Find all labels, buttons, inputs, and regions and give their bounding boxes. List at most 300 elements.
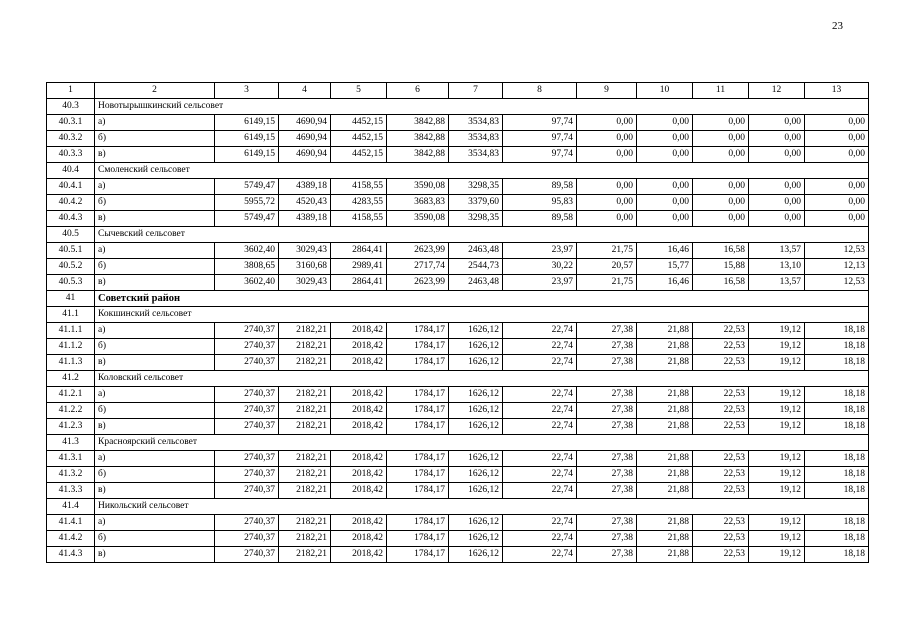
value-cell: 3029,43 — [279, 243, 331, 259]
value-cell: 19,12 — [749, 355, 805, 371]
value-cell: 30,22 — [503, 259, 577, 275]
row-code: 41.2.2 — [47, 403, 95, 419]
value-cell: 4283,55 — [331, 195, 387, 211]
value-cell: 21,88 — [637, 387, 693, 403]
value-cell: 0,00 — [577, 211, 637, 227]
header-cell: 1 — [47, 83, 95, 99]
value-cell: 4389,18 — [279, 179, 331, 195]
value-cell: 2740,37 — [215, 483, 279, 499]
value-cell: 0,00 — [577, 115, 637, 131]
section-name: Новотырышкинский сельсовет — [95, 99, 869, 115]
value-cell: 1784,17 — [387, 323, 449, 339]
value-cell: 2989,41 — [331, 259, 387, 275]
district-code: 41 — [47, 291, 95, 307]
value-cell: 5955,72 — [215, 195, 279, 211]
value-cell: 22,74 — [503, 403, 577, 419]
value-cell: 2182,21 — [279, 419, 331, 435]
tariff-table — [46, 82, 869, 563]
section-row — [47, 499, 869, 515]
value-cell: 22,53 — [693, 483, 749, 499]
value-cell: 3842,88 — [387, 115, 449, 131]
value-cell: 12,53 — [805, 243, 869, 259]
value-cell: 3842,88 — [387, 131, 449, 147]
value-cell: 0,00 — [805, 179, 869, 195]
value-cell: 1784,17 — [387, 403, 449, 419]
value-cell: 27,38 — [577, 387, 637, 403]
table-row — [47, 131, 869, 147]
value-cell: 18,18 — [805, 403, 869, 419]
value-cell: 18,18 — [805, 467, 869, 483]
value-cell: 89,58 — [503, 179, 577, 195]
value-cell: 22,74 — [503, 355, 577, 371]
value-cell: 0,00 — [749, 195, 805, 211]
value-cell: 21,88 — [637, 419, 693, 435]
value-cell: 22,74 — [503, 323, 577, 339]
row-code: 41.4.3 — [47, 547, 95, 563]
value-cell: 19,12 — [749, 323, 805, 339]
row-code: 41.1.1 — [47, 323, 95, 339]
section-code: 41.3 — [47, 435, 95, 451]
section-name: Никольский сельсовет — [95, 499, 869, 515]
value-cell: 27,38 — [577, 451, 637, 467]
value-cell: 2018,42 — [331, 515, 387, 531]
section-name: Смоленский сельсовет — [95, 163, 869, 179]
value-cell: 12,13 — [805, 259, 869, 275]
table-row — [47, 467, 869, 483]
value-cell: 18,18 — [805, 531, 869, 547]
value-cell: 2018,42 — [331, 483, 387, 499]
row-label: б) — [95, 403, 215, 419]
value-cell: 2740,37 — [215, 387, 279, 403]
header-cell: 4 — [279, 83, 331, 99]
value-cell: 5749,47 — [215, 211, 279, 227]
row-label: б) — [95, 531, 215, 547]
table-row — [47, 547, 869, 563]
value-cell: 18,18 — [805, 339, 869, 355]
value-cell: 0,00 — [693, 211, 749, 227]
value-cell: 22,74 — [503, 339, 577, 355]
value-cell: 19,12 — [749, 419, 805, 435]
value-cell: 4690,94 — [279, 147, 331, 163]
value-cell: 3534,83 — [449, 115, 503, 131]
value-cell: 27,38 — [577, 515, 637, 531]
value-cell: 97,74 — [503, 115, 577, 131]
value-cell: 0,00 — [805, 115, 869, 131]
value-cell: 2018,42 — [331, 531, 387, 547]
row-label: в) — [95, 147, 215, 163]
value-cell: 1784,17 — [387, 547, 449, 563]
value-cell: 0,00 — [693, 115, 749, 131]
value-cell: 4452,15 — [331, 115, 387, 131]
section-name: Сычевский сельсовет — [95, 227, 869, 243]
row-code: 41.1.2 — [47, 339, 95, 355]
value-cell: 27,38 — [577, 323, 637, 339]
value-cell: 22,53 — [693, 547, 749, 563]
value-cell: 0,00 — [805, 195, 869, 211]
value-cell: 22,53 — [693, 323, 749, 339]
row-code: 41.3.1 — [47, 451, 95, 467]
value-cell: 22,53 — [693, 387, 749, 403]
page-number: 23 — [832, 20, 843, 32]
table-row — [47, 355, 869, 371]
value-cell: 2018,42 — [331, 451, 387, 467]
value-cell: 18,18 — [805, 515, 869, 531]
row-code: 40.3.1 — [47, 115, 95, 131]
value-cell: 1784,17 — [387, 419, 449, 435]
value-cell: 18,18 — [805, 451, 869, 467]
value-cell: 2740,37 — [215, 339, 279, 355]
value-cell: 2740,37 — [215, 403, 279, 419]
value-cell: 0,00 — [693, 179, 749, 195]
row-code: 41.1.3 — [47, 355, 95, 371]
table-row — [47, 115, 869, 131]
value-cell: 4690,94 — [279, 131, 331, 147]
value-cell: 22,53 — [693, 355, 749, 371]
value-cell: 0,00 — [637, 211, 693, 227]
value-cell: 22,74 — [503, 547, 577, 563]
row-label: б) — [95, 131, 215, 147]
value-cell: 21,88 — [637, 355, 693, 371]
value-cell: 2018,42 — [331, 403, 387, 419]
value-cell: 21,75 — [577, 243, 637, 259]
value-cell: 2463,48 — [449, 243, 503, 259]
section-row — [47, 371, 869, 387]
value-cell: 1626,12 — [449, 323, 503, 339]
value-cell: 2018,42 — [331, 339, 387, 355]
table-row — [47, 419, 869, 435]
header-cell: 10 — [637, 83, 693, 99]
value-cell: 27,38 — [577, 531, 637, 547]
row-code: 40.5.3 — [47, 275, 95, 291]
value-cell: 27,38 — [577, 339, 637, 355]
value-cell: 4452,15 — [331, 131, 387, 147]
row-label: б) — [95, 339, 215, 355]
value-cell: 19,12 — [749, 547, 805, 563]
value-cell: 2182,21 — [279, 467, 331, 483]
value-cell: 0,00 — [749, 147, 805, 163]
row-label: а) — [95, 323, 215, 339]
value-cell: 1626,12 — [449, 403, 503, 419]
row-code: 41.4.1 — [47, 515, 95, 531]
value-cell: 22,53 — [693, 467, 749, 483]
row-code: 41.3.2 — [47, 467, 95, 483]
value-cell: 2740,37 — [215, 451, 279, 467]
value-cell: 2182,21 — [279, 531, 331, 547]
value-cell: 22,53 — [693, 419, 749, 435]
value-cell: 22,74 — [503, 387, 577, 403]
row-code: 41.2.3 — [47, 419, 95, 435]
value-cell: 27,38 — [577, 419, 637, 435]
section-name: Красноярский сельсовет — [95, 435, 869, 451]
value-cell: 22,74 — [503, 467, 577, 483]
value-cell: 0,00 — [805, 131, 869, 147]
value-cell: 2740,37 — [215, 515, 279, 531]
value-cell: 2717,74 — [387, 259, 449, 275]
header-cell: 11 — [693, 83, 749, 99]
value-cell: 21,88 — [637, 515, 693, 531]
value-cell: 1784,17 — [387, 515, 449, 531]
value-cell: 2018,42 — [331, 355, 387, 371]
value-cell: 21,88 — [637, 467, 693, 483]
table-row — [47, 515, 869, 531]
row-label: а) — [95, 179, 215, 195]
value-cell: 0,00 — [577, 195, 637, 211]
row-code: 40.3.2 — [47, 131, 95, 147]
value-cell: 1784,17 — [387, 355, 449, 371]
value-cell: 3298,35 — [449, 211, 503, 227]
row-code: 41.4.2 — [47, 531, 95, 547]
value-cell: 0,00 — [805, 147, 869, 163]
value-cell: 3842,88 — [387, 147, 449, 163]
value-cell: 6149,15 — [215, 115, 279, 131]
value-cell: 2463,48 — [449, 275, 503, 291]
value-cell: 21,75 — [577, 275, 637, 291]
value-cell: 3160,68 — [279, 259, 331, 275]
value-cell: 0,00 — [637, 147, 693, 163]
value-cell: 0,00 — [637, 115, 693, 131]
value-cell: 27,38 — [577, 467, 637, 483]
value-cell: 2740,37 — [215, 531, 279, 547]
table-header-row — [47, 83, 869, 99]
section-code: 41.4 — [47, 499, 95, 515]
value-cell: 21,88 — [637, 483, 693, 499]
value-cell: 1626,12 — [449, 531, 503, 547]
section-code: 41.1 — [47, 307, 95, 323]
value-cell: 1626,12 — [449, 419, 503, 435]
row-code: 40.5.2 — [47, 259, 95, 275]
row-label: в) — [95, 419, 215, 435]
section-code: 40.5 — [47, 227, 95, 243]
value-cell: 22,74 — [503, 483, 577, 499]
table-row — [47, 275, 869, 291]
header-cell: 13 — [805, 83, 869, 99]
value-cell: 23,97 — [503, 243, 577, 259]
value-cell: 97,74 — [503, 147, 577, 163]
value-cell: 2544,73 — [449, 259, 503, 275]
table-row — [47, 531, 869, 547]
value-cell: 13,10 — [749, 259, 805, 275]
value-cell: 18,18 — [805, 483, 869, 499]
value-cell: 27,38 — [577, 547, 637, 563]
header-cell: 2 — [95, 83, 215, 99]
value-cell: 1784,17 — [387, 467, 449, 483]
table-row — [47, 387, 869, 403]
value-cell: 0,00 — [693, 147, 749, 163]
value-cell: 22,74 — [503, 515, 577, 531]
value-cell: 22,53 — [693, 451, 749, 467]
value-cell: 2182,21 — [279, 339, 331, 355]
value-cell: 2623,99 — [387, 275, 449, 291]
value-cell: 22,74 — [503, 419, 577, 435]
row-label: б) — [95, 467, 215, 483]
table-body — [47, 83, 869, 563]
table-row — [47, 483, 869, 499]
value-cell: 19,12 — [749, 531, 805, 547]
value-cell: 3298,35 — [449, 179, 503, 195]
value-cell: 12,53 — [805, 275, 869, 291]
value-cell: 6149,15 — [215, 147, 279, 163]
value-cell: 4158,55 — [331, 179, 387, 195]
value-cell: 2182,21 — [279, 515, 331, 531]
value-cell: 2018,42 — [331, 419, 387, 435]
value-cell: 3379,60 — [449, 195, 503, 211]
value-cell: 1626,12 — [449, 451, 503, 467]
value-cell: 2182,21 — [279, 387, 331, 403]
value-cell: 13,57 — [749, 243, 805, 259]
table-row — [47, 147, 869, 163]
row-code: 40.4.3 — [47, 211, 95, 227]
value-cell: 4452,15 — [331, 147, 387, 163]
row-code: 41.2.1 — [47, 387, 95, 403]
table-row — [47, 339, 869, 355]
value-cell: 3602,40 — [215, 275, 279, 291]
value-cell: 0,00 — [577, 131, 637, 147]
value-cell: 16,58 — [693, 275, 749, 291]
table-row — [47, 323, 869, 339]
value-cell: 3029,43 — [279, 275, 331, 291]
value-cell: 18,18 — [805, 355, 869, 371]
table-row — [47, 259, 869, 275]
row-label: в) — [95, 483, 215, 499]
value-cell: 0,00 — [749, 211, 805, 227]
value-cell: 2018,42 — [331, 547, 387, 563]
header-cell: 12 — [749, 83, 805, 99]
value-cell: 95,83 — [503, 195, 577, 211]
value-cell: 1784,17 — [387, 483, 449, 499]
header-cell: 3 — [215, 83, 279, 99]
value-cell: 22,74 — [503, 531, 577, 547]
value-cell: 16,58 — [693, 243, 749, 259]
value-cell: 27,38 — [577, 403, 637, 419]
value-cell: 22,53 — [693, 531, 749, 547]
header-cell: 7 — [449, 83, 503, 99]
section-row — [47, 163, 869, 179]
value-cell: 2182,21 — [279, 323, 331, 339]
value-cell: 1626,12 — [449, 547, 503, 563]
value-cell: 0,00 — [637, 131, 693, 147]
value-cell: 1784,17 — [387, 451, 449, 467]
value-cell: 19,12 — [749, 515, 805, 531]
row-label: а) — [95, 387, 215, 403]
value-cell: 21,88 — [637, 323, 693, 339]
row-code: 40.4.2 — [47, 195, 95, 211]
value-cell: 2740,37 — [215, 355, 279, 371]
value-cell: 21,88 — [637, 531, 693, 547]
row-label: в) — [95, 275, 215, 291]
row-label: а) — [95, 451, 215, 467]
section-code: 40.4 — [47, 163, 95, 179]
header-cell: 8 — [503, 83, 577, 99]
table-row — [47, 211, 869, 227]
value-cell: 2182,21 — [279, 547, 331, 563]
value-cell: 1784,17 — [387, 531, 449, 547]
value-cell: 2018,42 — [331, 387, 387, 403]
value-cell: 27,38 — [577, 483, 637, 499]
value-cell: 3602,40 — [215, 243, 279, 259]
section-row — [47, 307, 869, 323]
section-code: 40.3 — [47, 99, 95, 115]
value-cell: 19,12 — [749, 387, 805, 403]
value-cell: 21,88 — [637, 339, 693, 355]
value-cell: 3590,08 — [387, 179, 449, 195]
value-cell: 2182,21 — [279, 355, 331, 371]
value-cell: 0,00 — [749, 179, 805, 195]
row-label: а) — [95, 115, 215, 131]
value-cell: 3808,65 — [215, 259, 279, 275]
row-code: 40.3.3 — [47, 147, 95, 163]
value-cell: 2182,21 — [279, 403, 331, 419]
row-code: 40.4.1 — [47, 179, 95, 195]
value-cell: 21,88 — [637, 547, 693, 563]
value-cell: 2740,37 — [215, 323, 279, 339]
value-cell: 0,00 — [693, 195, 749, 211]
value-cell: 19,12 — [749, 467, 805, 483]
value-cell: 0,00 — [637, 179, 693, 195]
value-cell: 19,12 — [749, 403, 805, 419]
value-cell: 1626,12 — [449, 467, 503, 483]
row-label: а) — [95, 515, 215, 531]
value-cell: 18,18 — [805, 387, 869, 403]
value-cell: 4690,94 — [279, 115, 331, 131]
value-cell: 1626,12 — [449, 339, 503, 355]
row-label: в) — [95, 547, 215, 563]
value-cell: 0,00 — [749, 131, 805, 147]
value-cell: 4520,43 — [279, 195, 331, 211]
value-cell: 0,00 — [805, 211, 869, 227]
row-label: а) — [95, 243, 215, 259]
value-cell: 27,38 — [577, 355, 637, 371]
value-cell: 0,00 — [693, 131, 749, 147]
value-cell: 16,46 — [637, 275, 693, 291]
section-name: Кокшинский сельсовет — [95, 307, 869, 323]
value-cell: 22,53 — [693, 339, 749, 355]
row-code: 41.3.3 — [47, 483, 95, 499]
value-cell: 16,46 — [637, 243, 693, 259]
value-cell: 2864,41 — [331, 275, 387, 291]
value-cell: 2182,21 — [279, 483, 331, 499]
value-cell: 18,18 — [805, 323, 869, 339]
value-cell: 19,12 — [749, 451, 805, 467]
district-name: Советский район — [95, 291, 869, 307]
value-cell: 2740,37 — [215, 467, 279, 483]
value-cell: 5749,47 — [215, 179, 279, 195]
row-code: 40.5.1 — [47, 243, 95, 259]
row-label: в) — [95, 211, 215, 227]
value-cell: 2018,42 — [331, 323, 387, 339]
value-cell: 4158,55 — [331, 211, 387, 227]
value-cell: 1626,12 — [449, 483, 503, 499]
table-row — [47, 179, 869, 195]
value-cell: 18,18 — [805, 547, 869, 563]
value-cell: 19,12 — [749, 483, 805, 499]
value-cell: 2623,99 — [387, 243, 449, 259]
value-cell: 2182,21 — [279, 451, 331, 467]
value-cell: 22,74 — [503, 451, 577, 467]
header-cell: 6 — [387, 83, 449, 99]
row-label: б) — [95, 195, 215, 211]
value-cell: 22,53 — [693, 403, 749, 419]
value-cell: 6149,15 — [215, 131, 279, 147]
value-cell: 2740,37 — [215, 419, 279, 435]
value-cell: 19,12 — [749, 339, 805, 355]
value-cell: 21,88 — [637, 451, 693, 467]
value-cell: 3534,83 — [449, 147, 503, 163]
section-code: 41.2 — [47, 371, 95, 387]
section-row — [47, 99, 869, 115]
value-cell: 1626,12 — [449, 515, 503, 531]
value-cell: 22,53 — [693, 515, 749, 531]
value-cell: 2740,37 — [215, 547, 279, 563]
